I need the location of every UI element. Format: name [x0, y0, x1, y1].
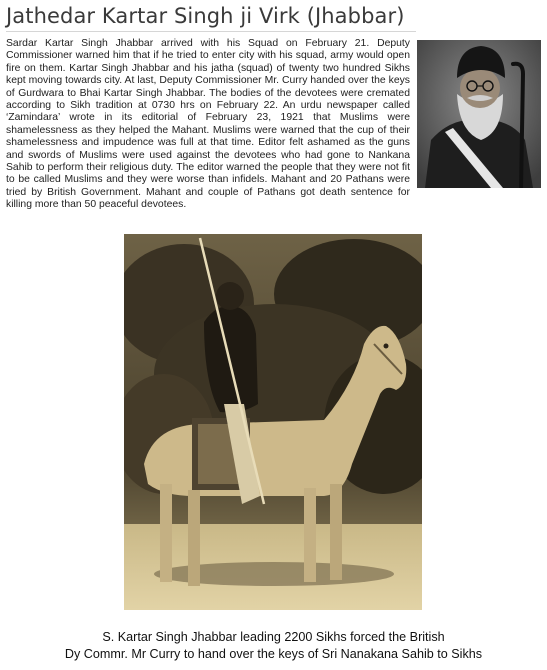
- horseback-photo: [124, 234, 422, 610]
- page-title: Jathedar Kartar Singh ji Virk (Jhabbar): [6, 4, 405, 28]
- photo-caption-line-1: S. Kartar Singh Jhabbar leading 2200 Sikhs forced the British: [102, 630, 445, 644]
- portrait-photo: [417, 40, 541, 188]
- title-divider: [6, 31, 416, 32]
- photo-caption-line-2: Dy Commr. Mr Curry to hand over the keys of Sri Nanakana Sahib to Sikhs: [64, 647, 483, 661]
- article-body: Sardar Kartar Singh Jhabbar arrived with his Squad on February 21. Deputy Commissioner warned him that if he tried to enter city with his squad, army would open fire on them. Kartar Singh Jhabbar and his jatha (squad) of twenty two hundred Sikhs kept moving towards city. At last, Deputy Commissioner Mr. Curry handed over the keys of Gurdwara to Bhai Kartar Singh Jhabbar. The bodies of the devotees were cremated according to Sikh tradition at 0730 hrs on February 22. An urdu newspaper called ‘Zamindara’ wrote in its editorial of February 23, 1921 that Muslims were shamelessness as they helped the Mahant. Muslims were warned that the cup of their shamelessness and impudence was full at that time. Editor felt ashamed as the guns and swords of Muslims were used against the devotees who had gone to Nankana Sahib to perform their religious duty. The editor warned the people that they were not fit to be called Muslims and they were worse than infidels. Mahant and 20 Pathans were tried by British Government. Mahant and couple of Pathans got death sentence for killing more than 50 peaceful devotees.: [6, 38, 410, 211]
